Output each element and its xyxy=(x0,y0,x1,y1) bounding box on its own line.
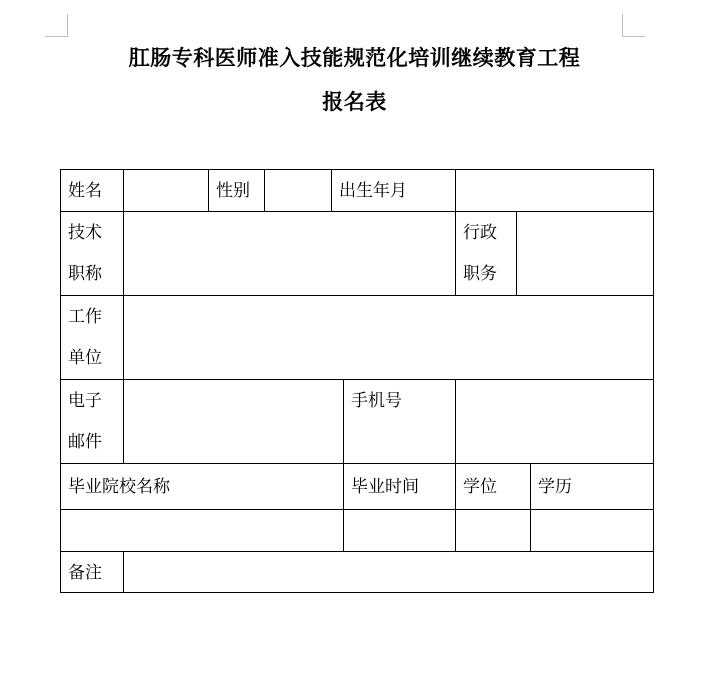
name-label: 姓名 xyxy=(68,181,102,201)
column-divider xyxy=(123,551,124,593)
corner-mark-top-right xyxy=(622,14,645,37)
work-unit-label: 单位 xyxy=(68,348,102,368)
row-divider xyxy=(61,551,653,552)
birth-date-label: 出生年月 xyxy=(339,181,407,201)
corner-mark-top-left xyxy=(45,14,68,37)
work-unit-label: 工作 xyxy=(68,307,102,327)
column-divider xyxy=(264,170,265,211)
degree-label: 学位 xyxy=(463,477,497,497)
row-divider xyxy=(61,295,653,296)
admin-position-label: 行政 xyxy=(463,223,497,243)
column-divider xyxy=(123,170,124,463)
remarks-label: 备注 xyxy=(68,563,102,583)
document-title: 肛肠专科医师准入技能规范化培训继续教育工程 xyxy=(128,46,581,70)
column-divider xyxy=(455,170,456,211)
education-label: 学历 xyxy=(538,477,572,497)
column-divider xyxy=(516,211,517,295)
document-subtitle: 报名表 xyxy=(322,90,387,114)
email-label: 电子 xyxy=(68,391,102,411)
admin-position-label: 职务 xyxy=(463,264,497,284)
gender-label: 性别 xyxy=(216,181,250,201)
school-name-label: 毕业院校名称 xyxy=(68,477,170,497)
registration-form-table xyxy=(60,169,654,593)
technical-title-label: 职称 xyxy=(68,264,102,284)
phone-label: 手机号 xyxy=(351,391,402,411)
graduation-time-label: 毕业时间 xyxy=(351,477,419,497)
technical-title-label: 技术 xyxy=(68,223,102,243)
column-divider xyxy=(455,379,456,463)
email-label: 邮件 xyxy=(68,432,102,452)
